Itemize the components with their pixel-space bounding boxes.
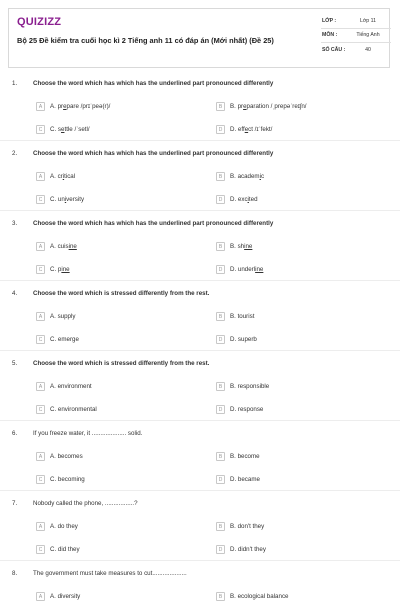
option-text [50,453,83,460]
answer-option-a[interactable] [36,242,77,251]
option-text [50,546,80,553]
answer-option-d[interactable] [216,545,266,554]
meta-grade-value: Lớp 11 [360,18,376,24]
option-text-start: A. diversity [50,593,81,600]
underlined-part: e [61,126,65,133]
answer-option-a[interactable] [36,452,83,461]
option-text [50,313,75,320]
answer-option-b[interactable] [216,172,264,181]
option-text [230,243,252,250]
option-text-start: D. exc [230,196,248,203]
option-text-start: C. un [50,196,65,203]
question-number: 1. [12,80,18,87]
option-letter-box: B [216,242,225,251]
option-text-start: C. becoming [50,476,85,483]
option-text-end: versity [66,196,85,203]
answer-option-d[interactable] [216,195,258,204]
option-text-start: B. sh [230,243,245,250]
answer-option-c[interactable] [36,545,80,554]
question-number: 2. [12,150,18,157]
option-text-end: paration /ˌprepəˈreɪʃn/ [246,103,307,110]
option-letter-box: C [36,335,45,344]
question-text: Nobody called the phone, .................? [33,500,138,507]
option-text [230,476,260,483]
option-text-start: D. became [230,476,260,483]
answer-option-c[interactable] [36,265,70,274]
meta-divider [321,28,391,29]
answer-option-d[interactable] [216,335,257,344]
underlined-part: i [64,196,67,203]
option-letter-box: B [216,312,225,321]
option-letter-box: D [216,335,225,344]
option-letter-box: A [36,382,45,391]
option-text-start: A. pr [50,103,64,110]
option-text [230,266,263,273]
option-text [50,126,90,133]
question-divider [0,140,400,141]
answer-option-b[interactable] [216,522,264,531]
option-letter-box: A [36,312,45,321]
question-text: Choose the word which is stressed differently from the rest. [33,360,210,367]
answer-option-a[interactable] [36,382,92,391]
option-letter-box: A [36,102,45,111]
option-text-start: D. response [230,406,264,413]
question-text: Choose the word which is stressed differently from the rest. [33,290,210,297]
answer-option-b[interactable] [216,102,307,111]
option-letter-box: A [36,592,45,601]
option-text [50,476,85,483]
question-divider [0,350,400,351]
document-title: Bộ 25 Đề kiểm tra cuối học kì 2 Tiếng anh 11 có đáp án (Mới nhất) (Đề 25) [17,36,274,45]
question-divider [0,420,400,421]
underlined-part: ine [61,266,70,273]
option-text [50,173,75,180]
option-text-end: c [260,173,265,180]
option-text-start: B. pr [230,103,244,110]
option-letter-box: D [216,545,225,554]
option-letter-box: D [216,265,225,274]
answer-option-b[interactable] [216,312,254,321]
quizizz-logo: QUIZIZZ [17,16,62,28]
meta-grade [322,18,386,24]
option-text [230,593,288,600]
option-text-start: C. environmental [50,406,97,413]
question-divider [0,280,400,281]
option-text-start: B. become [230,453,260,460]
option-letter-box: B [216,382,225,391]
option-letter-box: D [216,475,225,484]
option-text [230,406,263,413]
option-text-start: A. cr [50,173,63,180]
option-text [50,383,92,390]
option-text [50,406,97,413]
answer-option-c[interactable] [36,405,97,414]
answer-option-d[interactable] [216,265,263,274]
answer-option-a[interactable] [36,522,78,531]
option-text [50,243,77,250]
meta-count-key: SỐ CÂU : [322,47,346,53]
question-number: 6. [12,430,18,437]
option-letter-box: A [36,242,45,251]
option-text-start: C. emerge [50,336,79,343]
option-text-start: B. ecological balance [230,593,289,600]
option-text [230,546,266,553]
underlined-part: ine [68,243,77,250]
option-text-start: C. p [50,266,62,273]
answer-option-a[interactable] [36,102,110,111]
meta-divider [321,42,391,43]
answer-option-c[interactable] [36,195,84,204]
option-text [230,196,258,203]
question-number: 8. [12,570,18,577]
option-letter-box: C [36,405,45,414]
option-letter-box: B [216,452,225,461]
underlined-part: ine [255,266,264,273]
meta-subject-value: Tiếng Anh [356,32,380,38]
underlined-part: i [247,196,249,203]
question-number: 5. [12,360,18,367]
underlined-part: i [259,173,261,180]
answer-option-c[interactable] [36,125,90,134]
option-text [50,523,78,530]
underlined-part: ine [244,243,253,250]
option-text [50,266,70,273]
answer-option-a[interactable] [36,172,75,181]
option-letter-box: C [36,475,45,484]
option-text-end: ttle /ˈsetl/ [64,126,90,133]
option-text-start: A. cuis [50,243,69,250]
option-letter-box: C [36,545,45,554]
document-header [8,8,390,68]
answer-option-b[interactable] [216,242,252,251]
question-text: The government must take measures to cut.................... [33,570,187,577]
option-text-start: A. supply [50,313,76,320]
meta-subject-key: MÔN : [322,32,338,38]
question-number: 4. [12,290,18,297]
option-text [230,453,260,460]
option-text-start: B. tourist [230,313,255,320]
question-divider [0,490,400,491]
option-text [50,103,110,110]
option-text [230,126,272,133]
option-text [50,336,79,343]
answer-option-d[interactable] [216,125,272,134]
meta-count [322,47,386,53]
option-text [230,103,307,110]
underlined-part: e [63,103,67,110]
option-letter-box: A [36,452,45,461]
option-letter-box: A [36,522,45,531]
option-text [230,336,257,343]
option-letter-box: D [216,195,225,204]
option-text-start: D. eff [230,126,245,133]
option-text-start: A. do they [50,523,78,530]
option-letter-box: C [36,265,45,274]
underlined-part: e [243,103,247,110]
answer-option-c[interactable] [36,335,79,344]
question-text: If you freeze water, it .................... solid. [33,430,143,437]
question-divider [0,560,400,561]
underlined-part: i [62,173,65,180]
option-text-start: A. becomes [50,453,83,460]
option-text-end: tical [64,173,76,180]
option-text [230,383,269,390]
option-text-start: D. underl [230,266,256,273]
answer-option-a[interactable] [36,312,75,321]
option-text-start: C. did they [50,546,80,553]
answer-option-b[interactable] [216,382,269,391]
option-text [230,523,264,530]
meta-grade-key: LỚP : [322,18,337,24]
option-text [50,196,84,203]
question-number: 7. [12,500,18,507]
option-text-end: ct /ɪˈfekt/ [248,126,273,133]
meta-subject [322,32,386,38]
option-text-start: D. superb [230,336,257,343]
option-text-start: A. environment [50,383,92,390]
option-letter-box: B [216,592,225,601]
option-letter-box: B [216,522,225,531]
answer-option-d[interactable] [216,405,263,414]
option-text [230,173,264,180]
meta-count-value: 40 [365,47,371,53]
answer-option-b[interactable] [216,452,260,461]
option-letter-box: C [36,195,45,204]
option-text-end: pare /prɪˈpeə(r)/ [66,103,111,110]
option-letter-box: A [36,172,45,181]
question-text: Choose the word which has which has the underlined part pronounced differently [33,80,274,87]
question-number: 3. [12,220,18,227]
option-letter-box: B [216,102,225,111]
question-divider [0,210,400,211]
underlined-part: e [244,126,249,133]
option-letter-box: C [36,125,45,134]
option-text [50,593,80,600]
option-text [230,313,254,320]
option-letter-box: D [216,405,225,414]
option-letter-box: D [216,125,225,134]
option-text-start: B. academ [230,173,260,180]
option-text-start: D. didn't they [230,546,266,553]
question-text: Choose the word which has which has the underlined part pronounced differently [33,220,274,227]
answer-option-c[interactable] [36,475,85,484]
option-text-start: B. responsible [230,383,270,390]
option-text-start: C. s [50,126,62,133]
question-text: Choose the word which has which has the underlined part pronounced differently [33,150,274,157]
option-letter-box: B [216,172,225,181]
option-text-start: B. don't they [230,523,265,530]
option-text-end: ted [248,196,258,203]
answer-option-d[interactable] [216,475,260,484]
